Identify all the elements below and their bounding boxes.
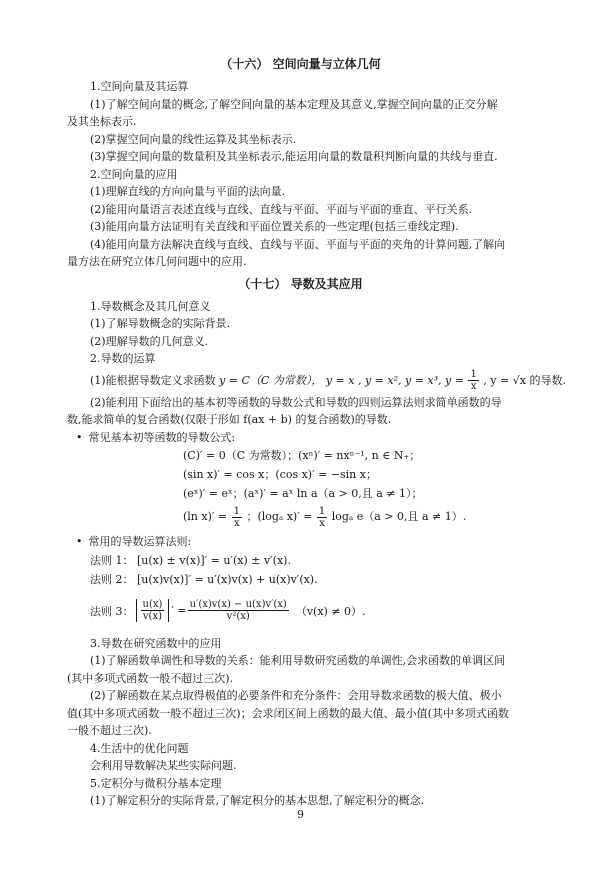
- item: (2)了解函数在某点取得极值的必要条件和充分条件：会用导数求函数的极大值、极小: [90, 689, 502, 702]
- item: (1)了解导数概念的实际背景.: [90, 317, 231, 330]
- bullet-item: • 常见基本初等函数的导数公式:: [0, 429, 601, 447]
- formula: (ln x)′ =: [183, 510, 228, 523]
- section-16-title: （十六） 空间向量与立体几何: [220, 57, 381, 71]
- item: 2.空间向量的应用: [90, 167, 178, 181]
- item: 一般不超过三次).: [67, 724, 152, 737]
- item: (2)能用向量语言表述直线与直线、直线与平面、平面与平面的垂直、平行关系.: [90, 202, 473, 216]
- item: 值(其中多项式函数一般不超过三次)；会求闭区间上函数的最大值、最小值(其中多项式函数: [67, 706, 509, 720]
- rule-3: [0, 589, 601, 633]
- item: 3.导数在研究函数中的应用: [90, 636, 222, 650]
- fraction-denominator: v²(x): [226, 611, 250, 622]
- item: 1.空间向量及其运算: [90, 80, 189, 93]
- condition: （v(x) ≠ 0）.: [295, 604, 366, 618]
- item: (2)理解导数的几何意义.: [90, 334, 209, 348]
- page-number: 9: [297, 808, 304, 821]
- item: (3)掌握空间向量的数量积及其坐标表示,能运用向量的数量积判断向量的共线与垂直.: [90, 150, 498, 163]
- fraction: [141, 599, 165, 622]
- fraction: [232, 506, 242, 529]
- bullet-item: • 常用的导数运算法则:: [0, 533, 601, 551]
- item: (1)了解函数单调性和导数的关系：能利用导数研究函数的单调性,会求函数的单调区间: [90, 654, 506, 667]
- item: (其中多项式函数一般不超过三次).: [67, 671, 234, 685]
- item: (2)能利用下面给出的基本初等函数的导数公式和导数的四则运算法则求简单函数的导: [90, 395, 502, 409]
- derivative-definition-line: [0, 368, 601, 394]
- item: 及其坐标表示.: [67, 115, 137, 128]
- prime-equals: ′ =: [171, 604, 187, 617]
- fraction-numerator: 1: [318, 505, 326, 517]
- quotient-bracket: [136, 599, 170, 622]
- fraction: [317, 506, 327, 529]
- item: 会利用导数解决某些实际问题.: [90, 759, 237, 772]
- text: , y = √x 的导数.: [483, 373, 566, 387]
- text: (1)能根据导数定义求函数: [90, 373, 216, 387]
- fraction-denominator: x: [319, 517, 325, 529]
- item: (1)了解定积分的实际背景,了解定积分的基本思想,了解定积分的概念.: [90, 794, 425, 807]
- item: 5.定积分与微积分基本定理: [90, 776, 222, 790]
- fraction-numerator: 1: [470, 369, 477, 380]
- item: (3)能用向量方法证明有关直线和平面位置关系的一些定理(包括三垂线定理).: [90, 220, 459, 233]
- fraction-denominator: v(x): [142, 611, 162, 622]
- formula-line-log: [0, 503, 601, 531]
- item: 2.导数的运算: [90, 352, 156, 365]
- fraction-denominator: x: [470, 381, 477, 392]
- fraction-numerator: 1: [233, 505, 240, 517]
- item: 数,能求简单的复合函数(仅限于形如 f(ax + b) 的复合函数)的导数.: [67, 413, 392, 426]
- formula: y = C（C 为常数）， y = x , y = x², y = x³, y =: [219, 373, 464, 387]
- section-17-title: （十七） 导数及其应用: [238, 276, 363, 291]
- formula-line: (eˣ)′ = eˣ；(aˣ)′ = aˣ ln a（a > 0,且 a ≠ 1）；: [183, 487, 423, 500]
- item: (4)能用向量方法解决直线与直线、直线与平面、平面与平面的夹角的计算问题,了解向: [90, 237, 506, 251]
- item: (2)掌握空间向量的线性运算及其坐标表示.: [90, 132, 297, 146]
- rule-line: 法则 1： [u(x) ± v(x)]′ = u′(x) ± v′(x).: [90, 553, 291, 567]
- fraction-denominator: x: [233, 517, 240, 529]
- fraction: [188, 599, 289, 622]
- item: 1.导数概念及其几何意义: [90, 299, 211, 313]
- fraction-numerator: u′(x)v(x) − u(x)v′(x): [189, 599, 287, 610]
- formula-line: (sin x)′ = cos x；(cos x)′ = −sin x；: [183, 468, 377, 481]
- fraction-numerator: u(x): [142, 599, 163, 610]
- rule-line: 法则 2： [u(x)v(x)]′ = u′(x)v(x) + u(x)v′(x).: [90, 572, 318, 586]
- rule-label: 法则 3：: [90, 604, 134, 618]
- item: (1)理解直线的方向向量与平面的法向量.: [90, 185, 286, 198]
- formula-line: (C)′ = 0（C 为常数）；(xⁿ)′ = nxⁿ⁻¹, n ∈ N₊；: [183, 449, 421, 462]
- formula: ；(logₐ x)′ =: [246, 510, 313, 523]
- item: 量方法在研究立体几何问题中的应用.: [67, 255, 247, 268]
- item: (1)了解空间向量的概念,了解空间向量的基本定理及其意义,掌握空间向量的正交分解: [90, 97, 498, 111]
- formula: logₐ e（a > 0,且 a ≠ 1）.: [331, 510, 467, 523]
- item: 4.生活中的优化问题: [90, 741, 189, 755]
- page-content: [0, 56, 601, 810]
- fraction: [468, 369, 478, 392]
